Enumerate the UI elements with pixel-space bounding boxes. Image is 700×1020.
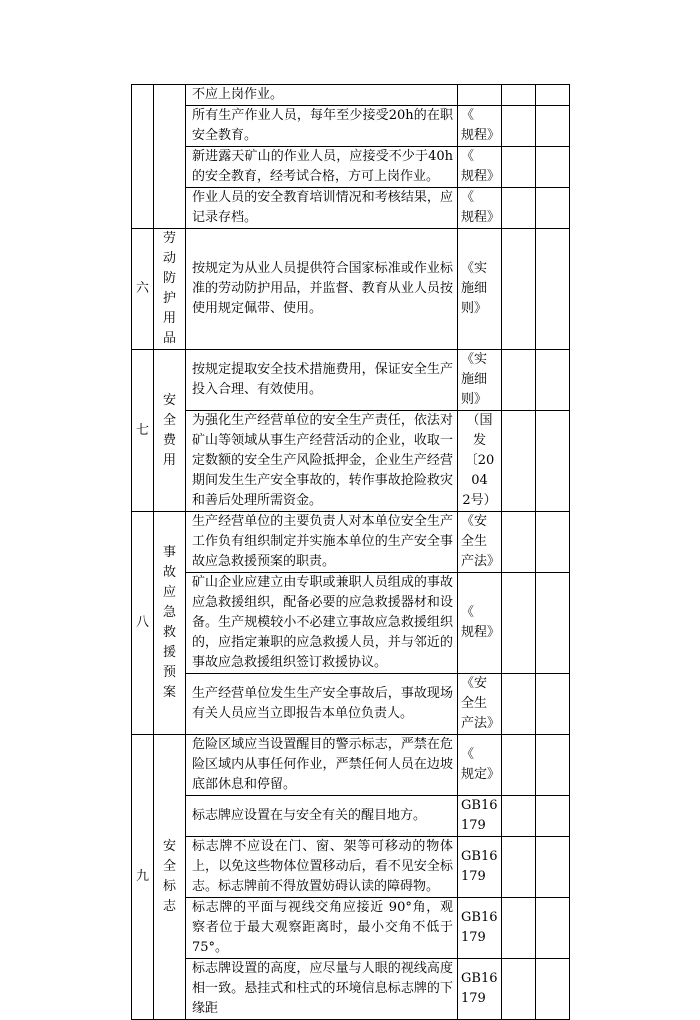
requirement-cell: 不应上岗作业。 [186, 85, 458, 106]
table-row [132, 674, 570, 735]
table-row [132, 106, 570, 147]
reference-cell: 《 规程》 [458, 106, 502, 147]
remark-cell [536, 837, 570, 898]
remark-cell [536, 959, 570, 1020]
remark-cell [536, 674, 570, 735]
category-cell: 事故应急救援预案 [154, 512, 186, 735]
check-cell [502, 229, 536, 350]
remark-cell [536, 147, 570, 188]
table-row [132, 411, 570, 512]
table-row [132, 573, 570, 674]
check-cell [502, 837, 536, 898]
reference-cell [458, 85, 502, 106]
check-cell [502, 735, 536, 796]
table-row [132, 796, 570, 837]
requirement-cell: 为强化生产经营单位的安全生产责任，依法对矿山等领域从事生产经营活动的企业，收取一定数额的安全生产风险抵押金，企业生产经营期间发生生产安全事故的，转作事故抢险救灾和善后处理所需资金。 [186, 411, 458, 512]
requirement-cell: 按规定为从业人员提供符合国家标准或作业标准的劳动防护用品，并监督、教育从业人员按使用规定佩带、使用。 [186, 229, 458, 350]
section-number-cell: 八 [132, 512, 154, 735]
category-cell: 安全费用 [154, 350, 186, 512]
remark-cell [536, 106, 570, 147]
check-cell [502, 188, 536, 229]
requirement-cell: 标志牌应设置在与安全有关的醒目地方。 [186, 796, 458, 837]
check-cell [502, 674, 536, 735]
safety-checklist-table [131, 84, 570, 1020]
remark-cell [536, 411, 570, 512]
reference-cell: 《 规程》 [458, 147, 502, 188]
remark-cell [536, 229, 570, 350]
category-cell [154, 85, 186, 229]
requirement-cell: 新进露天矿山的作业人员，应接受不少于40h的安全教育，经考试合格，方可上岗作业。 [186, 147, 458, 188]
remark-cell [536, 735, 570, 796]
reference-cell: 《安全生 产法》 [458, 674, 502, 735]
table-row [132, 959, 570, 1020]
remark-cell [536, 350, 570, 411]
reference-cell: 《 规程》 [458, 573, 502, 674]
check-cell [502, 85, 536, 106]
check-cell [502, 959, 536, 1020]
reference-cell: 《 规程》 [458, 188, 502, 229]
check-cell [502, 411, 536, 512]
check-cell [502, 147, 536, 188]
category-cell: 劳动防护用品 [154, 229, 186, 350]
requirement-cell: 矿山企业应建立由专职或兼职人员组成的事故应急救援组织，配备必要的应急救援器材和设备。生产规模较小不必建立事故应急救援组织的，应指定兼职的应急救援人员，并与邻近的事故应急救援组织签订救援协议。 [186, 573, 458, 674]
remark-cell [536, 188, 570, 229]
requirement-cell: 作业人员的安全教育培训情况和考核结果，应记录存档。 [186, 188, 458, 229]
table-row [132, 735, 570, 796]
requirement-cell: 按规定提取安全技术措施费用，保证安全生产投入合理、有效使用。 [186, 350, 458, 411]
remark-cell [536, 573, 570, 674]
requirement-cell: 所有生产作业人员，每年至少接受20h的在职安全教育。 [186, 106, 458, 147]
remark-cell [536, 85, 570, 106]
reference-cell: 《 规定》 [458, 735, 502, 796]
requirement-cell: 标志牌的平面与视线交角应接近 90°角，观察者位于最大观察距离时，最小交角不低于 75°。 [186, 898, 458, 959]
remark-cell [536, 512, 570, 573]
check-cell [502, 573, 536, 674]
check-cell [502, 796, 536, 837]
table-row [132, 147, 570, 188]
reference-cell: GB16179 [458, 959, 502, 1020]
remark-cell [536, 898, 570, 959]
requirement-cell: 生产经营单位发生生产安全事故后，事故现场有关人员应当立即报告本单位负责人。 [186, 674, 458, 735]
reference-cell: 《安全生 产法》 [458, 512, 502, 573]
reference-cell: GB16179 [458, 837, 502, 898]
category-cell: 安全标志 [154, 735, 186, 1020]
section-number-cell: 六 [132, 229, 154, 350]
requirement-cell: 标志牌不应设在门、窗、架等可移动的物体上，以免这些物体位置移动后，看不见安全标志。标志牌前不得放置妨碍认读的障碍物。 [186, 837, 458, 898]
table-row [132, 350, 570, 411]
table-row [132, 837, 570, 898]
section-number-cell: 九 [132, 735, 154, 1020]
check-cell [502, 106, 536, 147]
section-number-cell: 七 [132, 350, 154, 512]
check-cell [502, 512, 536, 573]
table-row [132, 229, 570, 350]
reference-cell: 《实施细则》 [458, 229, 502, 350]
requirement-cell: 生产经营单位的主要负责人对本单位安全生产工作负有组织制定并实施本单位的生产安全事故应急救援预案的职责。 [186, 512, 458, 573]
reference-cell: GB16179 [458, 796, 502, 837]
check-cell [502, 898, 536, 959]
table-row [132, 188, 570, 229]
requirement-cell: 标志牌设置的高度，应尽量与人眼的视线高度相一致。悬挂式和柱式的环境信息标志牌的下缘距 [186, 959, 458, 1020]
requirement-cell: 危险区域应当设置醒目的警示标志，严禁在危险区域内从事任何作业，严禁任何人员在边坡底部休息和停留。 [186, 735, 458, 796]
table-row [132, 512, 570, 573]
reference-cell: （国发 〔2004 2号） [458, 411, 502, 512]
remark-cell [536, 796, 570, 837]
table-row [132, 85, 570, 106]
check-cell [502, 350, 536, 411]
section-number-cell [132, 85, 154, 229]
reference-cell: 《实施细则》 [458, 350, 502, 411]
table-row [132, 898, 570, 959]
reference-cell: GB16179 [458, 898, 502, 959]
